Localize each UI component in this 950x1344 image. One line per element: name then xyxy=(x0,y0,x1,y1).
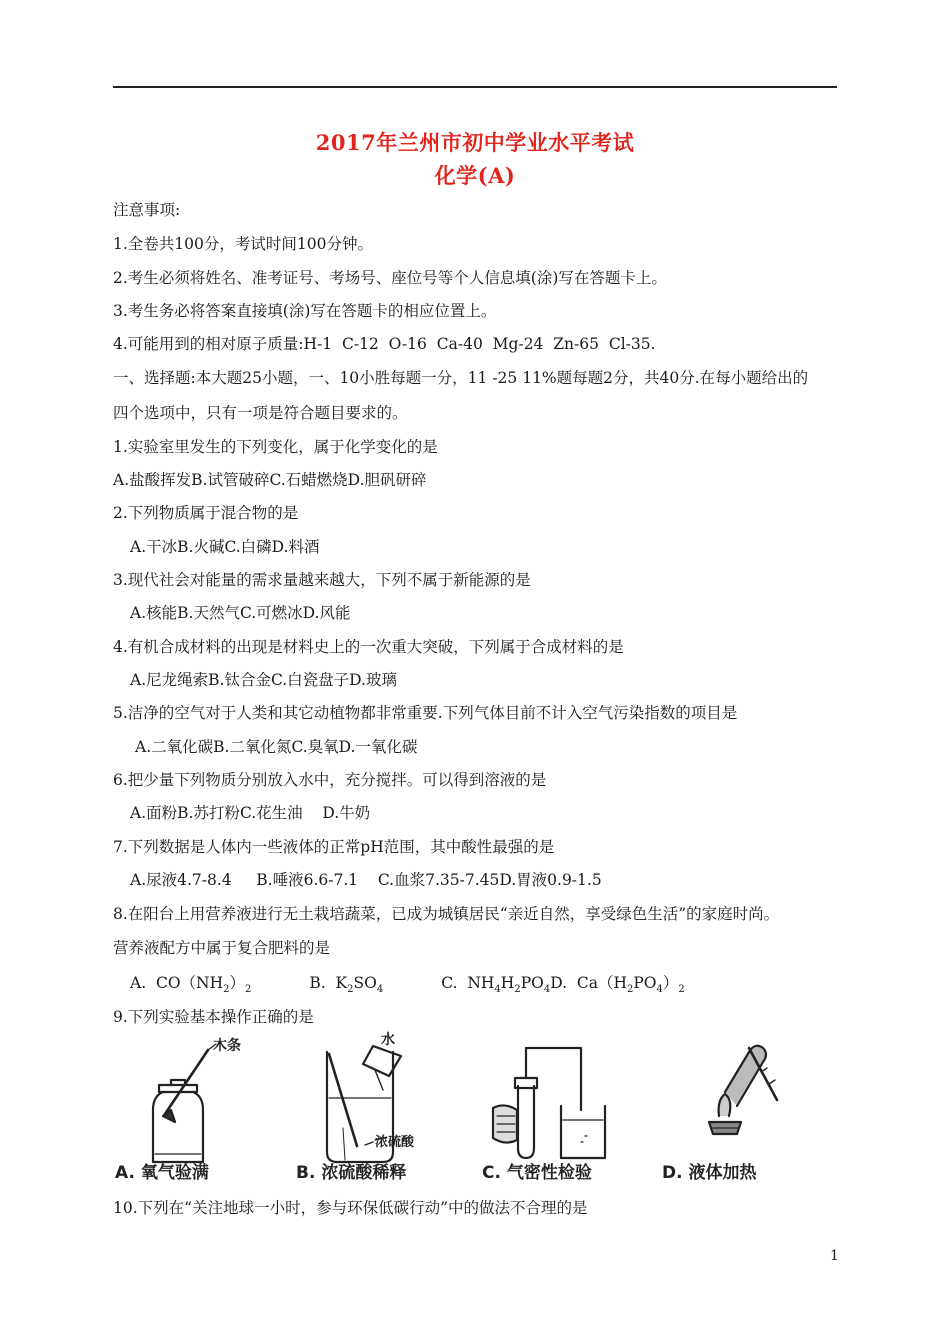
label-wood: 木条 xyxy=(213,1038,241,1054)
question-stem: 3.现代社会对能量的需求量越来越大，下列不属于新能源的是 xyxy=(113,571,531,589)
question-stem: 4.有机合成材料的出现是材料史上的一次重大突破，下列属于合成材料的是 xyxy=(113,638,624,656)
question-stem-cont: 营养液配方中属于复合肥料的是 xyxy=(113,939,331,957)
note-item: 4.可能用到的相对原子质量:H-1 C-12 O-16 Ca-40 Mg-24 Zn-65 Cl-35. xyxy=(113,335,656,353)
question-stem: 7.下列数据是人体内一些液体的正常pH范围，其中酸性最强的是 xyxy=(113,838,555,856)
question-options: A.二氧化碳B.二氧化氮C.臭氧D.一氧化碳 xyxy=(135,738,418,756)
label-water: 水 xyxy=(381,1032,395,1048)
section-instructions-cont: 四个选项中，只有一项是符合题目要求的。 xyxy=(113,404,408,422)
question-stem: 2.下列物质属于混合物的是 xyxy=(113,504,299,522)
note-item: 1.全卷共100分，考试时间100分钟。 xyxy=(113,235,373,253)
caption-d: D. 液体加热 xyxy=(662,1163,757,1183)
question-options: A.尿液4.7-8.4 B.唾液6.6-7.1 C.血浆7.35-7.45D.胃液0.9-1.5 xyxy=(130,871,602,889)
question-options: A.核能B.天然气C.可燃冰D.风能 xyxy=(130,604,351,622)
q8-option-c: C. $NH_4H_2PO_4$ xyxy=(441,974,551,996)
exam-title: 2017年兰州市初中学业水平考试 xyxy=(315,130,635,155)
question-options: A.干冰B.火碱C.白磷D.料酒 xyxy=(130,538,320,556)
note-item: 3.考生务必将答案直接填(涂)写在答题卡的相应位置上。 xyxy=(113,302,497,320)
header-rule xyxy=(113,86,837,88)
label-acid: 浓硫酸 xyxy=(375,1135,415,1150)
question-stem: 1.实验室里发生的下列变化，属于化学变化的是 xyxy=(113,438,438,456)
question-options: A.面粉B.苏打粉C.花生油 D.牛奶 xyxy=(130,804,371,822)
q8-option-b: B. $K_2SO_4$ xyxy=(309,974,384,996)
question-stem: 10.下列在“关注地球一小时，参与环保低碳行动”中的做法不合理的是 xyxy=(113,1199,588,1217)
oxygen-bottle-illustration xyxy=(153,1044,216,1162)
q8-options xyxy=(130,973,685,1000)
airtightness-illustration xyxy=(493,1048,605,1158)
note-item: 2.考生必须将姓名、准考证号、考场号、座位号等个人信息填(涂)写在答题卡上。 xyxy=(113,269,667,287)
question-stem: 9.下列实验基本操作正确的是 xyxy=(113,1008,314,1026)
caption-b: B. 浓硫酸稀释 xyxy=(296,1163,407,1183)
question-stem: 6.把少量下列物质分别放入水中，充分搅拌。可以得到溶液的是 xyxy=(113,771,547,789)
exam-subject: 化学(A) xyxy=(434,163,516,188)
question-stem: 8.在阳台上用营养液进行无土栽培蔬菜，已成为城镇居民“亲近自然，享受绿色生活”的家庭时尚。 xyxy=(113,905,780,923)
notes-heading: 注意事项: xyxy=(113,201,181,219)
page-number: 1 xyxy=(830,1248,839,1264)
caption-a: A. 氧气验满 xyxy=(115,1163,209,1183)
question-options: A.盐酸挥发B.试管破碎C.石蜡燃烧D.胆矾研碎 xyxy=(113,471,427,489)
q8-option-d: D. $Ca(H_2PO_4)_2$ xyxy=(550,974,685,996)
caption-c: C. 气密性检验 xyxy=(482,1163,592,1183)
question-stem: 5.洁净的空气对于人类和其它动植物都非常重要.下列气体目前不计入空气污染指数的项目是 xyxy=(113,704,738,722)
section-instructions: 一、选择题:本大题25小题，一、10小胜每题一分，11 -25 11%题每题2分，共40分.在每小题给出的 xyxy=(113,369,809,387)
question-options: A.尼龙绳索B.钛合金C.白瓷盘子D.玻璃 xyxy=(130,671,397,689)
liquid-heating-illustration xyxy=(709,1046,777,1134)
q8-option-a: A. $CO(NH_2)_2$ xyxy=(130,974,252,996)
